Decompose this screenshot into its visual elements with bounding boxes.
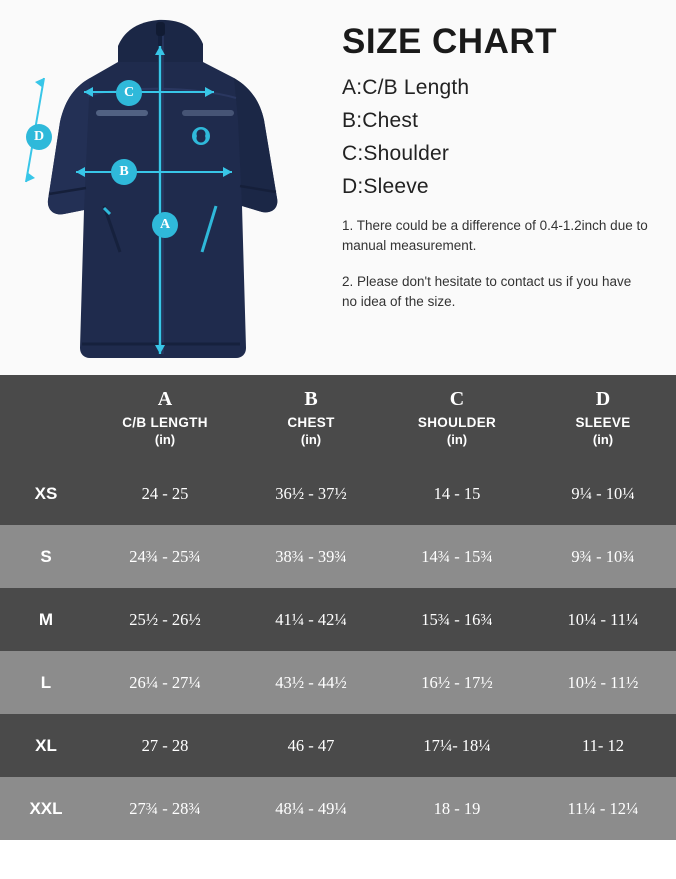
table-header-row — [0, 375, 676, 462]
cell-s-c: 14¾ - 15¾ — [384, 525, 530, 588]
cell-xxl-a: 27¾ - 28¾ — [92, 777, 238, 840]
row-size-s: S — [0, 525, 92, 588]
marker-d: D — [26, 124, 52, 150]
col-d-unit: (in) — [592, 431, 614, 447]
table-body — [0, 462, 676, 840]
col-b-name: CHEST — [287, 415, 335, 430]
cell-s-b: 38¾ - 39¾ — [238, 525, 384, 588]
garment-illustration — [0, 0, 320, 375]
cell-xxl-b: 48¼ - 49¼ — [238, 777, 384, 840]
legend-item-c: C:Shoulder — [342, 142, 450, 165]
note-measurement-tolerance: 1. There could be a difference of 0.4-1.2inch due to manual measurement. — [342, 218, 648, 253]
cell-s-a: 24¾ - 25¾ — [92, 525, 238, 588]
cell-xl-d: 11- 12 — [530, 714, 676, 777]
jacket-graphic — [0, 0, 320, 375]
table-header — [0, 375, 676, 462]
page-title: SIZE CHART — [342, 22, 557, 61]
cell-l-c: 16½ - 17½ — [384, 651, 530, 714]
info-panel — [320, 0, 676, 375]
col-header-sleeve — [530, 375, 676, 462]
row-size-xl: XL — [0, 714, 92, 777]
size-table-container — [0, 375, 676, 840]
legend-item-b: B:Chest — [342, 109, 419, 132]
legend-item-d: D:Sleeve — [342, 175, 429, 198]
col-a-name: C/B LENGTH — [122, 415, 208, 430]
cell-xs-c: 14 - 15 — [384, 462, 530, 525]
cell-s-d: 9¾ - 10¾ — [530, 525, 676, 588]
cell-m-c: 15¾ - 16¾ — [384, 588, 530, 651]
col-c-name: SHOULDER — [417, 415, 497, 430]
col-b-letter: B — [304, 388, 318, 410]
size-table — [0, 375, 676, 840]
jacket-svg — [0, 0, 320, 375]
table-row — [0, 777, 676, 840]
marker-b: B — [111, 159, 137, 185]
col-header-chest — [238, 375, 384, 462]
cell-xxl-c: 18 - 19 — [384, 777, 530, 840]
cell-xs-d: 9¼ - 10¼ — [530, 462, 676, 525]
col-a-letter: A — [157, 388, 173, 410]
col-d-name: SLEEVE — [575, 415, 631, 430]
col-header-cb-length — [92, 375, 238, 462]
row-size-xs: XS — [0, 462, 92, 525]
note-contact-us: 2. Please don't hesitate to contact us if you have no idea of the size. — [342, 274, 632, 309]
marker-a: A — [152, 212, 178, 238]
col-b-unit: (in) — [300, 431, 322, 447]
cell-m-b: 41¼ - 42¼ — [238, 588, 384, 651]
col-d-letter: D — [595, 388, 611, 410]
cell-l-d: 10½ - 11½ — [530, 651, 676, 714]
cell-m-d: 10¼ - 11¼ — [530, 588, 676, 651]
cell-xl-c: 17¼- 18¼ — [384, 714, 530, 777]
cell-xs-b: 36½ - 37½ — [238, 462, 384, 525]
cell-m-a: 25½ - 26½ — [92, 588, 238, 651]
row-size-l: L — [0, 651, 92, 714]
table-row — [0, 714, 676, 777]
col-c-unit: (in) — [446, 431, 468, 447]
marker-c: C — [116, 80, 142, 106]
top-section — [0, 0, 676, 375]
cell-l-b: 43½ - 44½ — [238, 651, 384, 714]
row-size-m: M — [0, 588, 92, 651]
col-a-unit: (in) — [154, 431, 176, 447]
row-size-xxl: XXL — [0, 777, 92, 840]
table-row — [0, 525, 676, 588]
col-header-shoulder — [384, 375, 530, 462]
table-row — [0, 588, 676, 651]
table-row — [0, 462, 676, 525]
col-c-letter: C — [449, 388, 465, 410]
cell-xxl-d: 11¼ - 12¼ — [530, 777, 676, 840]
cell-l-a: 26¼ - 27¼ — [92, 651, 238, 714]
table-row — [0, 651, 676, 714]
cell-xs-a: 24 - 25 — [92, 462, 238, 525]
legend-item-a: A:C/B Length — [342, 76, 470, 99]
cell-xl-b: 46 - 47 — [238, 714, 384, 777]
col-header-size — [0, 375, 92, 462]
cell-xl-a: 27 - 28 — [92, 714, 238, 777]
